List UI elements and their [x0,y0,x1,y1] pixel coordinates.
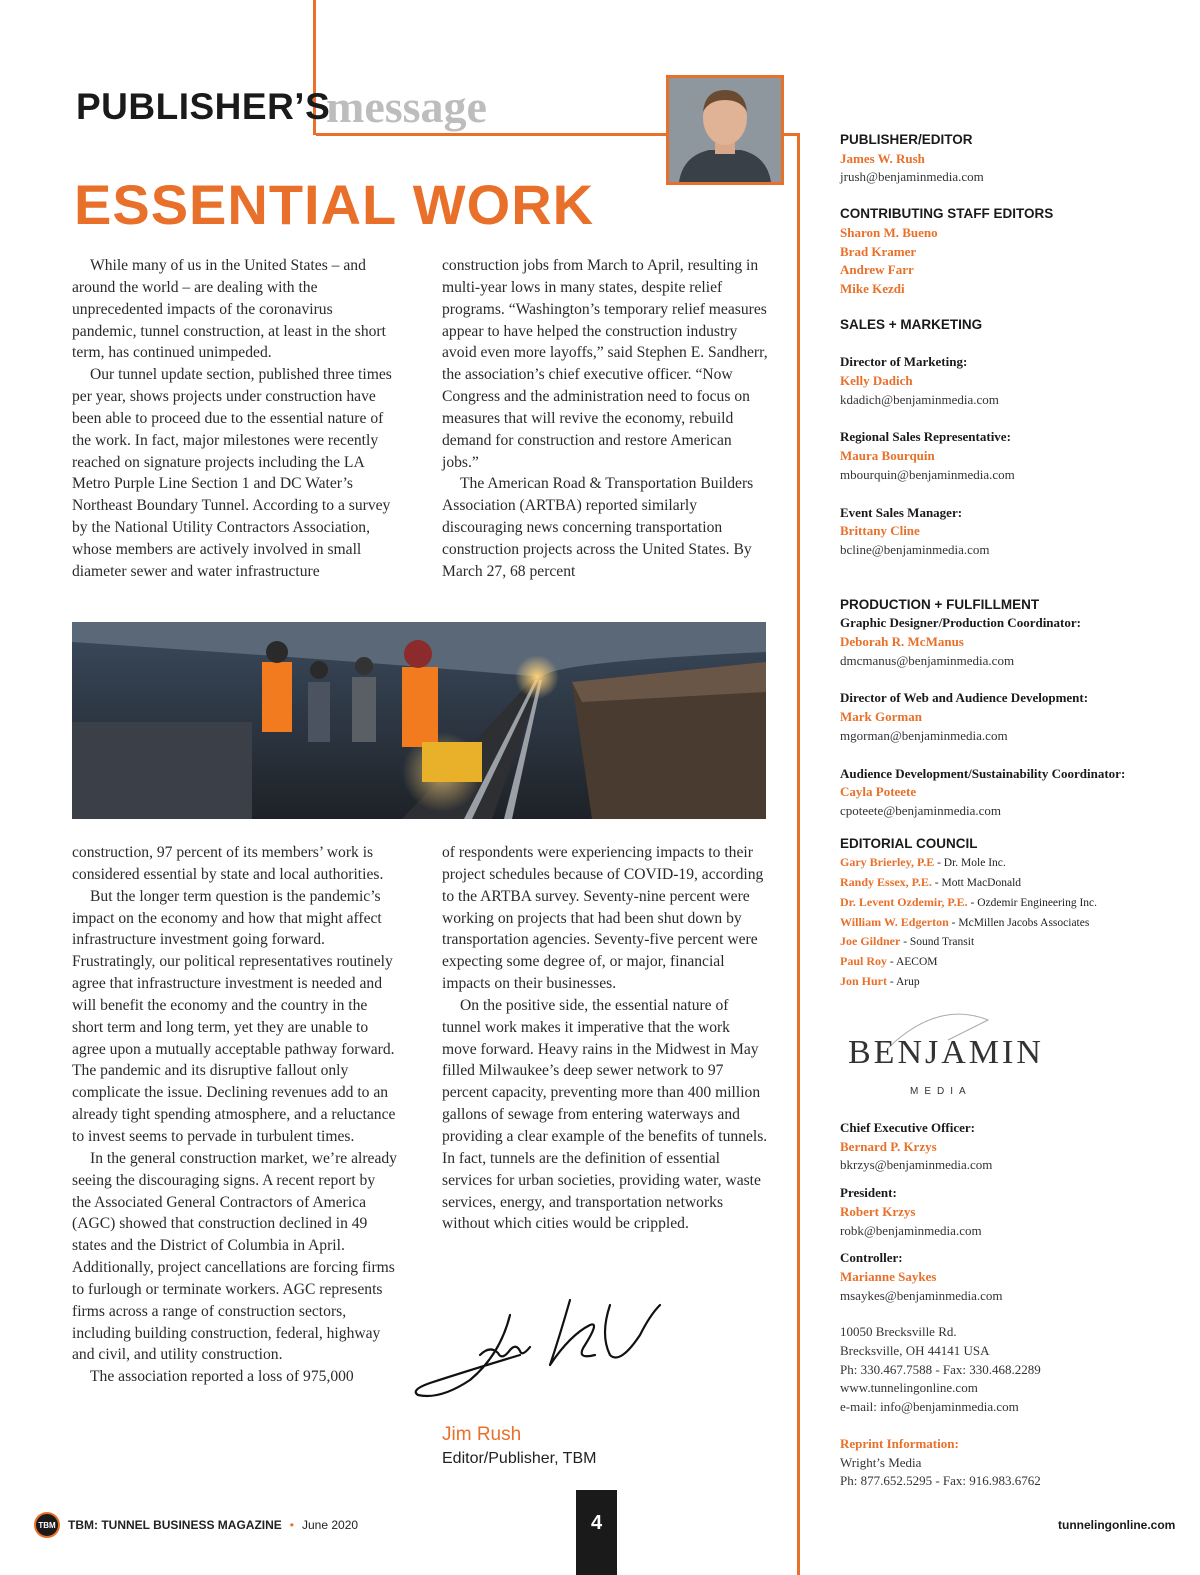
reprint-heading: Reprint Information: [840,1435,959,1451]
website-link[interactable]: www.tunnelingonline.com [840,1380,978,1396]
staff-name: Maura Bourquin [840,448,935,464]
staff-name: James W. Rush [840,150,925,166]
author-photo [666,75,784,185]
company-address: 10050 Brecksville Rd. Brecksville, OH 44141 USA Ph: 330.467.7588 - Fax: 330.468.2289 www.tunnelingonline.com e-mail: info@benjaminmedia.com [840,1323,1180,1417]
magazine-name: TBM: TUNNEL BUSINESS MAGAZINE [68,1518,282,1532]
council-member: Randy Essex, P.E. - Mott MacDonald [840,875,1022,890]
staff-name: Marianne Saykes [840,1268,937,1284]
column-1-top [72,255,398,583]
sidebar-heading: EDITORIAL COUNCIL [840,835,978,851]
council-member: Gary Brierley, P.E - Dr. Mole Inc. [840,855,1006,870]
staff-role: Controller: [840,1250,903,1266]
sidebar-heading: PRODUCTION + FULFILLMENT [840,596,1040,612]
editorial-council-list [840,853,1180,991]
tbm-logo-icon: TBM [34,1512,60,1538]
paragraph: On the positive side, the essential nature of tunnel work makes it imperative that the work move forward. Heavy rains in the Midwest in May filled Milwaukee’s deep sewer network to 97 percent capacity, preventing more than 400 million gallons of sewage from entering waterways and providing a clear example of the benefits of tunnels. In fact, tunnels are the definition of essential services for urban societies, providing water, waste services, energy, and transportation networks without which cities would be crippled. [442,996,768,1233]
contact-email[interactable]: e-mail: info@benjaminmedia.com [840,1399,1019,1415]
council-member: Joe Gildner - Sound Transit [840,934,975,949]
council-member: Jon Hurt - Arup [840,973,920,988]
article-headline: ESSENTIAL WORK [74,173,595,236]
staff-email[interactable]: jrush@benjaminmedia.com [840,169,984,185]
staff-name: Brad Kramer [840,243,917,259]
paragraph: The American Road & Transportation Builders Association (ARTBA) reported similarly discouraging news concerning transportation construction projects across the United States. By March 27, 68 percent [442,475,754,580]
staff-email[interactable]: bcline@benjaminmedia.com [840,541,990,557]
staff-name: Brittany Cline [840,523,920,539]
paragraph: Our tunnel update section, published three times per year, shows projects under construction have been able to proceed due to the essential nature of the work. In fact, major milestones were recently reached on signature projects including the LA Metro Purple Line Section 1 and DC Water’s Northeast Boundary Tunnel. According to a survey by the National Utility Contractors Association, whose members are actively involved in small diameter sewer and water infrastructure [72,366,392,580]
staff-role: Graphic Designer/Production Coordinator: [840,615,1081,631]
page-number: 4 [576,1490,617,1575]
staff-name: Robert Krzys [840,1203,916,1219]
footer-publication [34,1512,358,1538]
council-member: Dr. Levent Ozdemir, P.E. - Ozdemir Engineering Inc. [840,894,1097,909]
issue-date: June 2020 [301,1518,359,1532]
paragraph: The association reported a loss of 975,000 [90,1368,354,1386]
staff-name: Mike Kezdi [840,280,905,296]
staff-email[interactable]: bkrzys@benjaminmedia.com [840,1157,993,1173]
logo-wordmark: BENJAMIN [848,1034,1044,1071]
tunnel-construction-photo [72,622,766,819]
paragraph: In the general construction market, we’re already seeing the discouraging signs. A recent report by the Associated General Contractors of America (AGC) showed that construction declined in 49 states and the District of Columbia in April. Additionally, project cancellations are forcing firms to furlough or terminate workers. AGC represents firms across a range of construction sectors, including building construction, federal, highway and civil, and utility construction. [72,1149,397,1364]
bullet-separator: • [289,1518,294,1532]
staff-role: Audience Development/Sustainability Coordinator: [840,765,1126,781]
signature-name: Jim Rush [442,1424,522,1445]
column-1-bottom [72,842,398,1388]
logo-subtitle: MEDIA [910,1086,972,1097]
paragraph: of respondents were experiencing impacts to their project schedules because of COVID-19, according to the ARTBA survey. Seventy-nine percent were working on projects that had been shut down by transportation agencies. Seventy-five percent were expecting some degree of, or major, financial impacts on their businesses. [442,844,764,993]
council-member: Paul Roy - AECOM [840,953,938,968]
staff-email[interactable]: cpoteete@benjaminmedia.com [840,802,1002,818]
sidebar-heading: SALES + MARKETING [840,316,983,332]
staff-name: Mark Gorman [840,709,922,725]
staff-role: Chief Executive Officer: [840,1120,976,1135]
staff-name: Sharon M. Bueno [840,224,938,240]
paragraph: construction, 97 percent of its members’ work is considered essential by state and local authorities. [72,844,384,883]
company-info: Chief Executive Officer: Bernard P. Krzys bkrzys@benjaminmedia.com President: Robert Krzys robk@benjaminmedia.com Controller: Marianne Saykes msaykes@benjaminmedia.com 10050 Brecksville Rd. Brecksville, OH 44141 USA Ph: 330.467.7588 - Fax: 330.468.2289 www.tunnelingonline.com e-mail: info@benjaminmedia.com Reprint Information: Wright’s Media Ph: 877.652.5295 - Fax: 916.983.6762 [840,1119,1180,1491]
footer-website[interactable]: tunnelingonline.com [1058,1518,1176,1532]
staff-name: Deborah R. McManus [840,634,964,650]
paragraph: While many of us in the United States – and around the world – are dealing with the unprecedented impacts of the coronavirus pandemic, tunnel construction, at least in the short term, has continued unimpeded. [72,257,386,362]
signature-title: Editor/Publisher, TBM [442,1450,597,1467]
staff-email[interactable]: msaykes@benjaminmedia.com [840,1287,1003,1303]
staff-role: Regional Sales Representative: [840,429,1011,445]
staff-email[interactable]: kdadich@benjaminmedia.com [840,391,999,407]
staff-email[interactable]: robk@benjaminmedia.com [840,1222,982,1238]
council-member: William W. Edgerton - McMillen Jacobs Associates [840,914,1090,929]
paragraph: But the longer term question is the pandemic’s impact on the economy and how that might affect infrastructure investment going forward. Frustratingly, our political representatives routinely agree that infrastructure investment is needed and will benefit the economy and the country in the short term and long term, yet they are unable to agree upon a mutually acceptable pathway forward. The pandemic and its disruptive fallout only complicate the issue. Declining revenues add to an already tight spending atmosphere, and a reluctance to invest seems to pervade in turbulent times. [72,887,396,1145]
staff-email[interactable]: dmcmanus@benjaminmedia.com [840,652,1015,668]
staff-role: President: [840,1185,897,1201]
staff-role: Director of Web and Audience Development: [840,690,1089,706]
staff-name: Cayla Poteete [840,784,917,800]
section-subtitle: message [326,81,487,132]
masthead-sidebar [840,131,1180,991]
staff-name: Andrew Farr [840,262,914,278]
sidebar-heading: PUBLISHER/EDITOR [840,132,973,147]
column-2-bottom [442,842,768,1235]
staff-name: Bernard P. Krzys [840,1138,937,1154]
sidebar-heading: CONTRIBUTING STAFF EDITORS [840,206,1054,222]
column-2-top [442,255,768,583]
paragraph: construction jobs from March to April, resulting in multi-year lows in many states, despite relief programs. “Washington’s temporary relief measures appear to have helped the construction industry avoid even more layoffs,” said Stephen E. Sandherr, the association’s chief executive officer. “Now Congress and the administration need to focus on measures that will revive the economy, rebuild demand for construction and restore American jobs.” [442,257,768,471]
staff-role: Event Sales Manager: [840,504,963,520]
staff-name: Kelly Dadich [840,373,913,389]
benjamin-media-logo [848,1010,1044,1100]
section-title: PUBLISHER’S [76,86,331,127]
staff-role: Director of Marketing: [840,354,968,370]
staff-email[interactable]: mbourquin@benjaminmedia.com [840,466,1015,482]
handwritten-signature [410,1295,670,1410]
staff-email[interactable]: mgorman@benjaminmedia.com [840,727,1008,743]
frame-line-right [797,133,800,1575]
